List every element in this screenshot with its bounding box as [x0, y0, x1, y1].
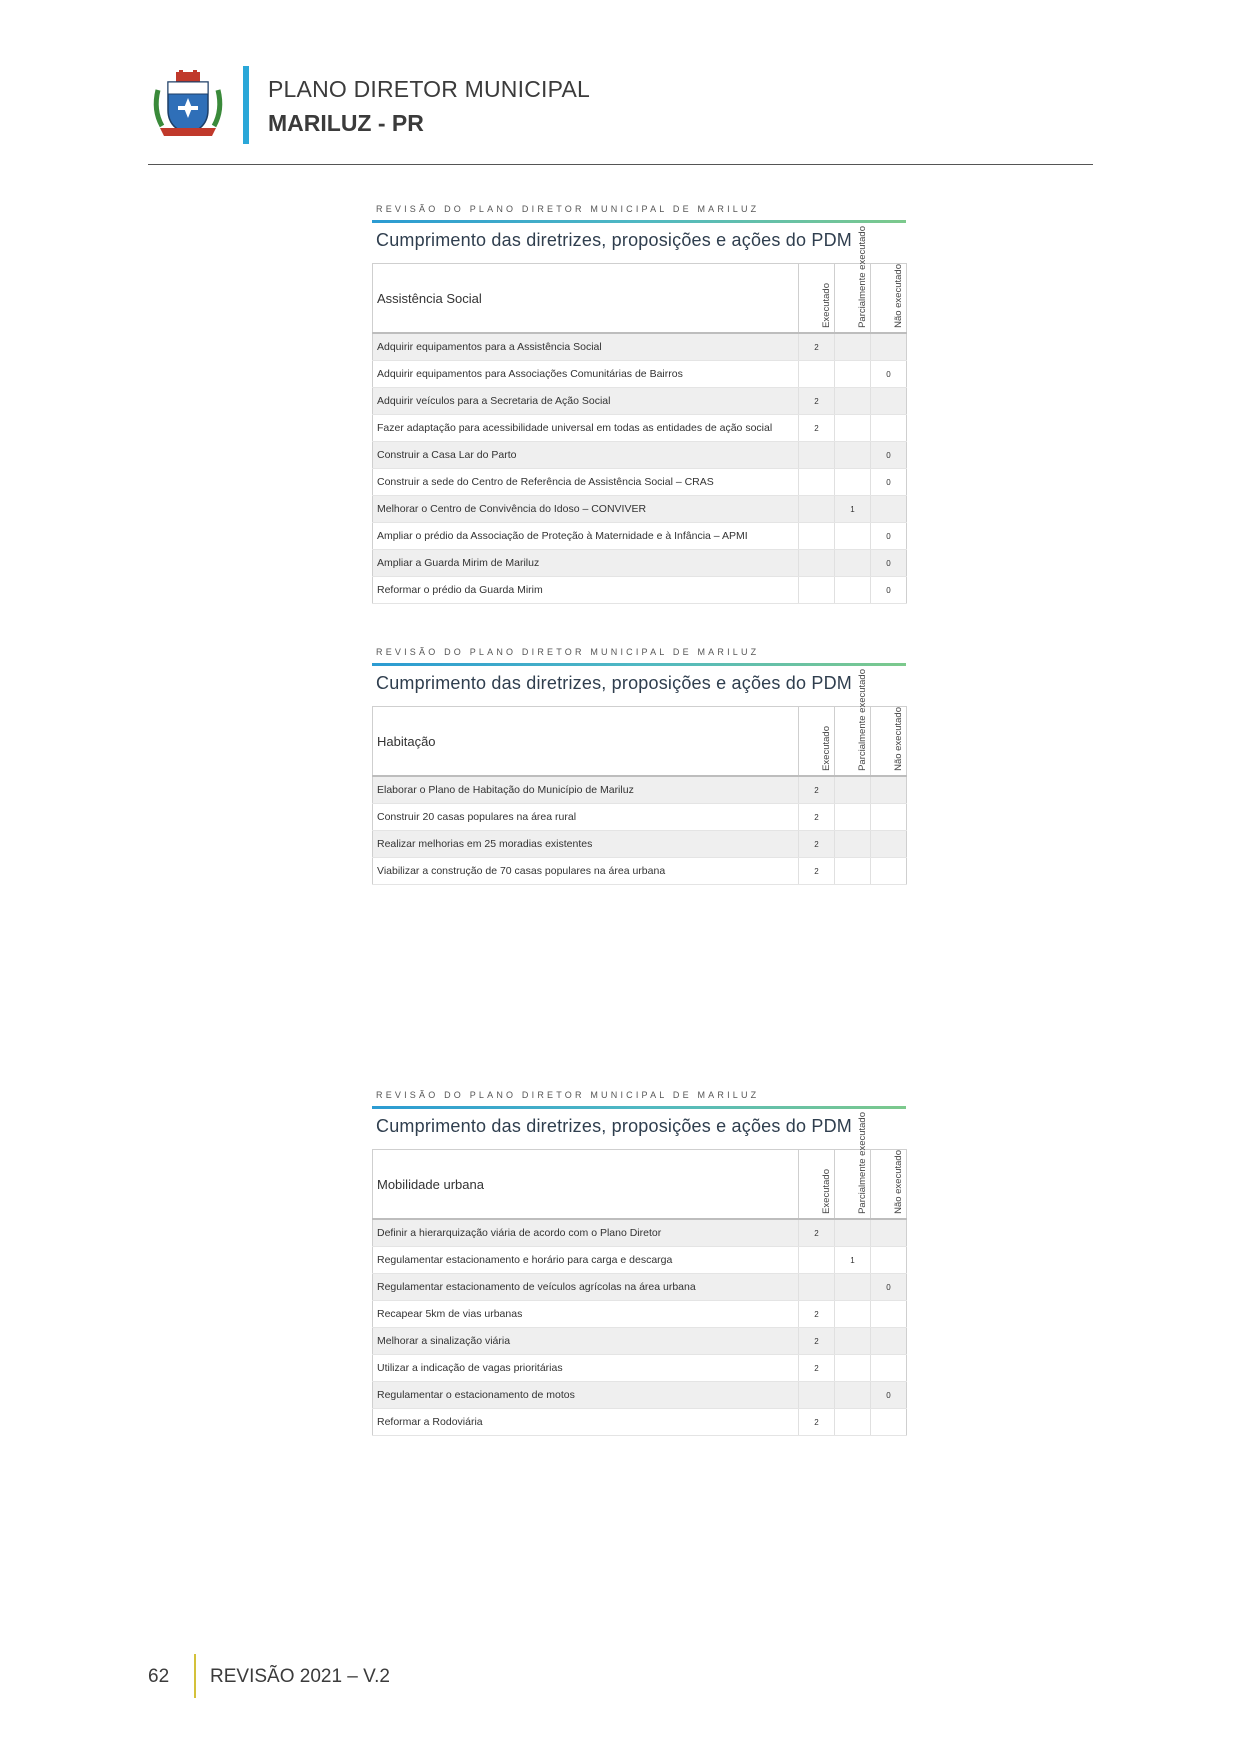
table-row — [373, 1247, 907, 1274]
status-cell-partial — [835, 1355, 871, 1382]
column-label: Executado — [820, 1169, 832, 1214]
status-cell-not-executed — [871, 388, 907, 415]
section-kicker: REVISÃO DO PLANO DIRETOR MUNICIPAL DE MARILUZ — [376, 1090, 760, 1100]
action-description: Fazer adaptação para acessibilidade universal em todas as entidades de ação social — [373, 415, 799, 442]
table-row — [373, 415, 907, 442]
column-label: Parcialmente executado — [856, 669, 868, 771]
status-cell-executed: 2 — [799, 1301, 835, 1328]
status-cell-executed: 2 — [799, 858, 835, 885]
status-cell-partial — [835, 415, 871, 442]
column-label: Executado — [820, 283, 832, 328]
header-accent-bar — [243, 66, 249, 144]
status-cell-executed — [799, 523, 835, 550]
status-cell-executed — [799, 496, 835, 523]
action-description: Ampliar a Guarda Mirim de Mariluz — [373, 550, 799, 577]
status-cell-executed — [799, 550, 835, 577]
column-partial — [835, 669, 871, 777]
status-cell-not-executed — [871, 858, 907, 885]
column-executed — [799, 1150, 835, 1220]
table-row — [373, 776, 907, 804]
action-description: Definir a hierarquização viária de acordo com o Plano Diretor — [373, 1219, 799, 1247]
status-cell-executed — [799, 1274, 835, 1301]
status-cell-partial — [835, 1274, 871, 1301]
section-gradient-line — [372, 1106, 906, 1109]
footer-accent-bar — [194, 1654, 196, 1698]
status-cell-executed — [799, 361, 835, 388]
status-cell-not-executed: 0 — [871, 361, 907, 388]
table-row — [373, 577, 907, 604]
status-cell-executed: 2 — [799, 388, 835, 415]
status-cell-executed: 2 — [799, 333, 835, 361]
section-assistencia-social — [372, 204, 906, 604]
status-cell-partial: 1 — [835, 496, 871, 523]
status-cell-not-executed — [871, 496, 907, 523]
action-description: Realizar melhorias em 25 moradias existentes — [373, 831, 799, 858]
status-cell-not-executed: 0 — [871, 1274, 907, 1301]
coat-of-arms-logo — [148, 70, 228, 142]
table-row — [373, 469, 907, 496]
table-row — [373, 333, 907, 361]
action-description: Melhorar a sinalização viária — [373, 1328, 799, 1355]
table-header-row — [373, 707, 907, 777]
status-cell-not-executed: 0 — [871, 577, 907, 604]
action-description: Adquirir equipamentos para a Assistência Social — [373, 333, 799, 361]
status-cell-executed: 2 — [799, 1219, 835, 1247]
status-cell-not-executed — [871, 831, 907, 858]
action-description: Construir 20 casas populares na área rural — [373, 804, 799, 831]
status-cell-not-executed — [871, 1355, 907, 1382]
table-row — [373, 858, 907, 885]
status-cell-partial — [835, 858, 871, 885]
section-kicker: REVISÃO DO PLANO DIRETOR MUNICIPAL DE MARILUZ — [376, 647, 760, 657]
status-cell-not-executed — [871, 1219, 907, 1247]
status-cell-executed — [799, 577, 835, 604]
status-cell-executed — [799, 1382, 835, 1409]
revision-label: REVISÃO 2021 – V.2 — [210, 1666, 390, 1687]
status-cell-partial: 1 — [835, 1247, 871, 1274]
action-description: Melhorar o Centro de Convivência do Idoso – CONVIVER — [373, 496, 799, 523]
status-cell-executed: 2 — [799, 415, 835, 442]
status-cell-partial — [835, 1328, 871, 1355]
column-not-executed — [871, 1150, 907, 1220]
table-row — [373, 1382, 907, 1409]
table-row — [373, 1274, 907, 1301]
status-cell-partial — [835, 469, 871, 496]
status-cell-not-executed — [871, 1409, 907, 1436]
section-habitacao — [372, 647, 906, 885]
table-row — [373, 523, 907, 550]
status-cell-partial — [835, 1219, 871, 1247]
status-cell-partial — [835, 333, 871, 361]
table-row — [373, 804, 907, 831]
status-cell-executed: 2 — [799, 1355, 835, 1382]
status-cell-not-executed: 0 — [871, 1382, 907, 1409]
status-cell-executed: 2 — [799, 804, 835, 831]
table-row — [373, 831, 907, 858]
action-description: Construir a Casa Lar do Parto — [373, 442, 799, 469]
action-description: Elaborar o Plano de Habitação do Município de Mariluz — [373, 776, 799, 804]
column-executed — [799, 707, 835, 777]
action-description: Reformar o prédio da Guarda Mirim — [373, 577, 799, 604]
table-row — [373, 1301, 907, 1328]
status-cell-partial — [835, 577, 871, 604]
table-row — [373, 496, 907, 523]
status-cell-not-executed — [871, 415, 907, 442]
status-cell-executed: 2 — [799, 1328, 835, 1355]
action-description: Regulamentar estacionamento de veículos agrícolas na área urbana — [373, 1274, 799, 1301]
section-title: Cumprimento das diretrizes, proposições e ações do PDM — [376, 230, 853, 250]
category-heading: Habitação — [373, 707, 799, 777]
status-cell-partial — [835, 831, 871, 858]
status-cell-not-executed: 0 — [871, 523, 907, 550]
table-row — [373, 442, 907, 469]
action-description: Regulamentar estacionamento e horário para carga e descarga — [373, 1247, 799, 1274]
column-executed — [799, 264, 835, 334]
status-cell-executed: 2 — [799, 776, 835, 804]
column-label: Não executado — [892, 707, 904, 771]
status-cell-not-executed — [871, 1247, 907, 1274]
status-cell-not-executed — [871, 333, 907, 361]
status-cell-partial — [835, 523, 871, 550]
column-partial — [835, 226, 871, 334]
action-description: Viabilizar a construção de 70 casas populares na área urbana — [373, 858, 799, 885]
status-cell-partial — [835, 804, 871, 831]
column-label: Não executado — [892, 264, 904, 328]
action-description: Adquirir equipamentos para Associações Comunitárias de Bairros — [373, 361, 799, 388]
status-cell-partial — [835, 442, 871, 469]
table-row — [373, 361, 907, 388]
document-title: PLANO DIRETOR MUNICIPAL — [268, 76, 590, 102]
table-header-row — [373, 264, 907, 334]
status-cell-partial — [835, 1409, 871, 1436]
action-description: Ampliar o prédio da Associação de Proteção à Maternidade e à Infância – APMI — [373, 523, 799, 550]
status-cell-not-executed: 0 — [871, 550, 907, 577]
status-cell-partial — [835, 776, 871, 804]
action-description: Recapear 5km de vias urbanas — [373, 1301, 799, 1328]
column-not-executed — [871, 707, 907, 777]
status-cell-not-executed — [871, 804, 907, 831]
status-cell-not-executed: 0 — [871, 442, 907, 469]
status-cell-partial — [835, 1301, 871, 1328]
page-header — [148, 62, 1093, 167]
column-label: Não executado — [892, 1150, 904, 1214]
column-not-executed — [871, 264, 907, 334]
action-description: Reformar a Rodoviária — [373, 1409, 799, 1436]
table-row — [373, 1328, 907, 1355]
action-description: Construir a sede do Centro de Referência de Assistência Social – CRAS — [373, 469, 799, 496]
status-cell-partial — [835, 1382, 871, 1409]
category-heading: Mobilidade urbana — [373, 1150, 799, 1220]
section-title: Cumprimento das diretrizes, proposições e ações do PDM — [376, 1116, 853, 1136]
municipality-name: MARILUZ - PR — [268, 110, 424, 136]
column-label: Parcialmente executado — [856, 226, 868, 328]
status-cell-partial — [835, 550, 871, 577]
action-description: Adquirir veículos para a Secretaria de Ação Social — [373, 388, 799, 415]
status-cell-executed — [799, 469, 835, 496]
status-cell-executed: 2 — [799, 831, 835, 858]
status-cell-not-executed: 0 — [871, 469, 907, 496]
section-title: Cumprimento das diretrizes, proposições e ações do PDM — [376, 673, 853, 693]
action-description: Utilizar a indicação de vagas prioritárias — [373, 1355, 799, 1382]
status-cell-partial — [835, 388, 871, 415]
table-header-row — [373, 1150, 907, 1220]
status-cell-not-executed — [871, 776, 907, 804]
table-row — [373, 1355, 907, 1382]
section-mobilidade-urbana — [372, 1090, 906, 1436]
category-heading: Assistência Social — [373, 264, 799, 334]
status-cell-not-executed — [871, 1328, 907, 1355]
section-gradient-line — [372, 220, 906, 223]
table-row — [373, 1219, 907, 1247]
section-gradient-line — [372, 663, 906, 666]
column-label: Executado — [820, 726, 832, 771]
section-kicker: REVISÃO DO PLANO DIRETOR MUNICIPAL DE MARILUZ — [376, 204, 760, 214]
column-partial — [835, 1112, 871, 1220]
header-divider — [148, 164, 1093, 165]
status-cell-executed — [799, 442, 835, 469]
table-row — [373, 388, 907, 415]
status-cell-not-executed — [871, 1301, 907, 1328]
status-cell-executed — [799, 1247, 835, 1274]
status-cell-partial — [835, 361, 871, 388]
column-label: Parcialmente executado — [856, 1112, 868, 1214]
table-row — [373, 550, 907, 577]
table-row — [373, 1409, 907, 1436]
status-cell-executed: 2 — [799, 1409, 835, 1436]
action-description: Regulamentar o estacionamento de motos — [373, 1382, 799, 1409]
page-number: 62 — [148, 1666, 170, 1687]
